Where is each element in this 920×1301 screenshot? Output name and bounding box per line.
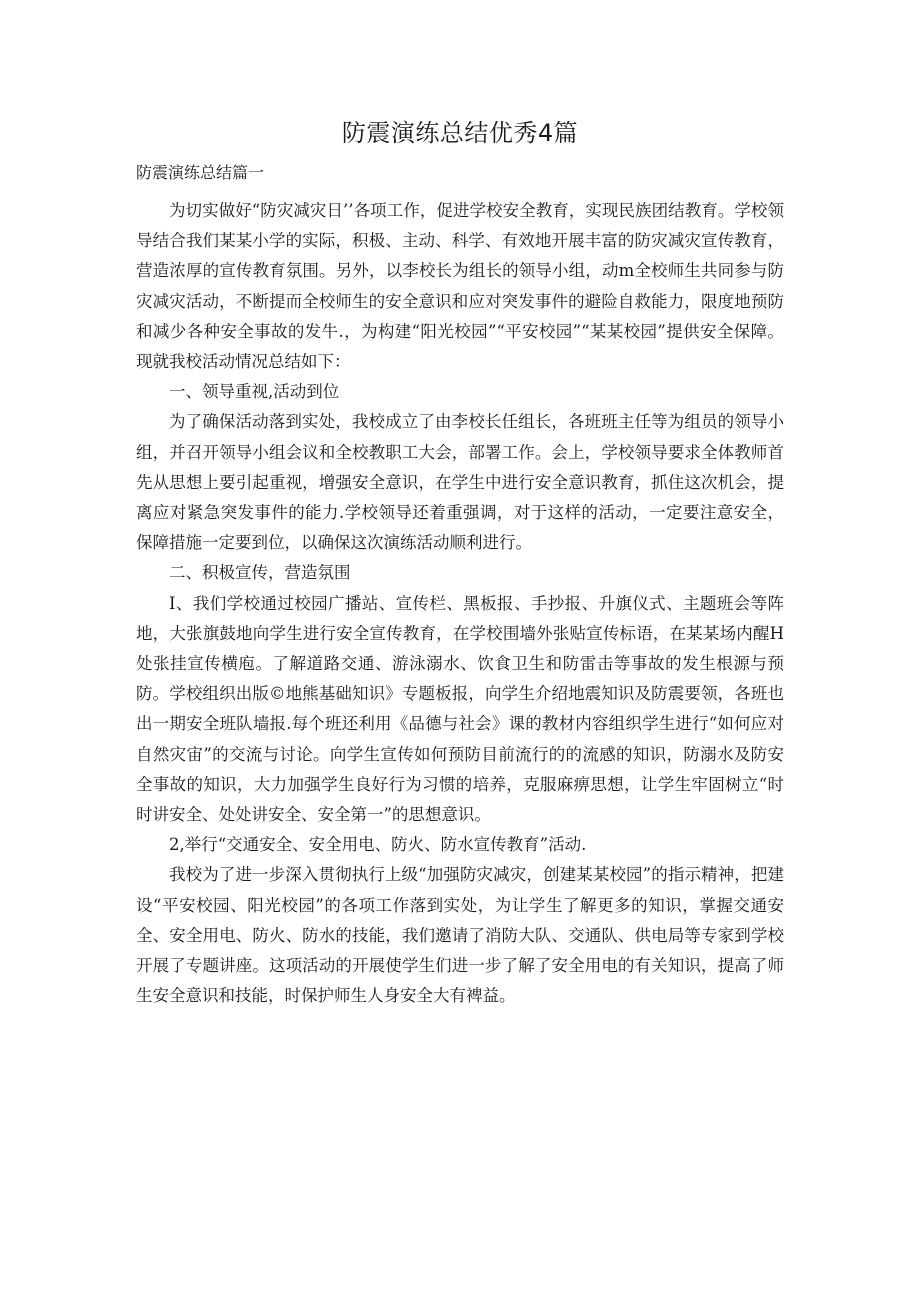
subheading-leadership: 一、领导重视,活动到位 (169, 382, 340, 402)
document-body (136, 196, 784, 1011)
paragraph-activity: 我校为了进一步深入贯彻执行上级“加强防灾减灾，创建某某校园”的指示精神，把建设“平安校园、阳光校园”的各项工作落到实处，为让学生了解更多的知识，掌握交通安全、安全用电、防火、防水的技能，我们邀请了消防大队、交通队、供电局等专家到学校开展了专题讲座。这项活动的开展使学生们进一步了解了安全用电的有关知识，提高了师生安全意识和技能，时保护师生人身安全大有裨益。 (136, 865, 784, 1006)
paragraph-leadership: 为了确保活动落到实处，我校成立了由李校长任组长，各班班主任等为组员的领导小组，并召开领导小组会议和全校教职工大会，部署工作。会上，学校领导要求全体教师首先从思想上要引起重视，增强安全意识，在学生中进行安全意识教育，抓住这次机会，提离应对紧急突发事件的能力.学校领导还着重强调，对于这样的活动，一定要注意安全，保障措施一定要到位，以确保这次演练活动顺利进行。 (136, 412, 784, 553)
paragraph-publicity: I、我们学校通过校园广播站、宣传栏、黑板报、手抄报、升旗仪式、主题班会等阵地，大张旗鼓地向学生进行安全宣传教育，在学校围墙外张贴宣传标语，在某某场内醒H处张挂宣传横庖。了解道路交通、游泳溺水、饮食卫生和防雷击等事故的发生根源与预防。学校组织出版©地熊基础知识》专题板报，向学生介绍地震知识及防震要领，各班也出一期安全班队墙报.每个班还利用《品德与社会》课的教材内容组织学生进行“如何应对自然灾宙”的交流与讨论。向学生宣传如何预防目前流行的的流感的知识，防溺水及防安全事故的知识，大力加强学生良好行为习惯的培养，克服麻痹思想，让学生牢固树立“时时讲安全、处处讲安全、安全第一”的思想意识。 (136, 593, 784, 825)
section-heading: 防震演练总结篇一 (136, 163, 265, 182)
document-title: 防震演练总结优秀4篇 (341, 119, 579, 147)
subheading-activity: 2,举行“交通安全、安全用电、防火、防水宣传教育”活动. (169, 835, 587, 855)
paragraph-intro: 为切实做好“防灾减灾日’’各项工作，促进学校安全教育，实现民族团结教育。学校领导结合我们某某小学的实际，积极、主动、科学、有效地开展丰富的防灾减灾宣传教育，营造浓厚的宣传教育氛围。另外，以李校长为组长的领导小组，动m全校师生共同参与防灾减灾活动，不断提而全校师生的安全意识和应对突发事件的避险自救能力，限度地预防和减少各种安全事故的发牛.，为构建“阳光校园”“平安校园”“某某校园”提供安全保障。现就我校活动情况总结如下： (136, 201, 784, 372)
subheading-publicity: 二、积极宣传，营造氛围 (169, 563, 351, 583)
